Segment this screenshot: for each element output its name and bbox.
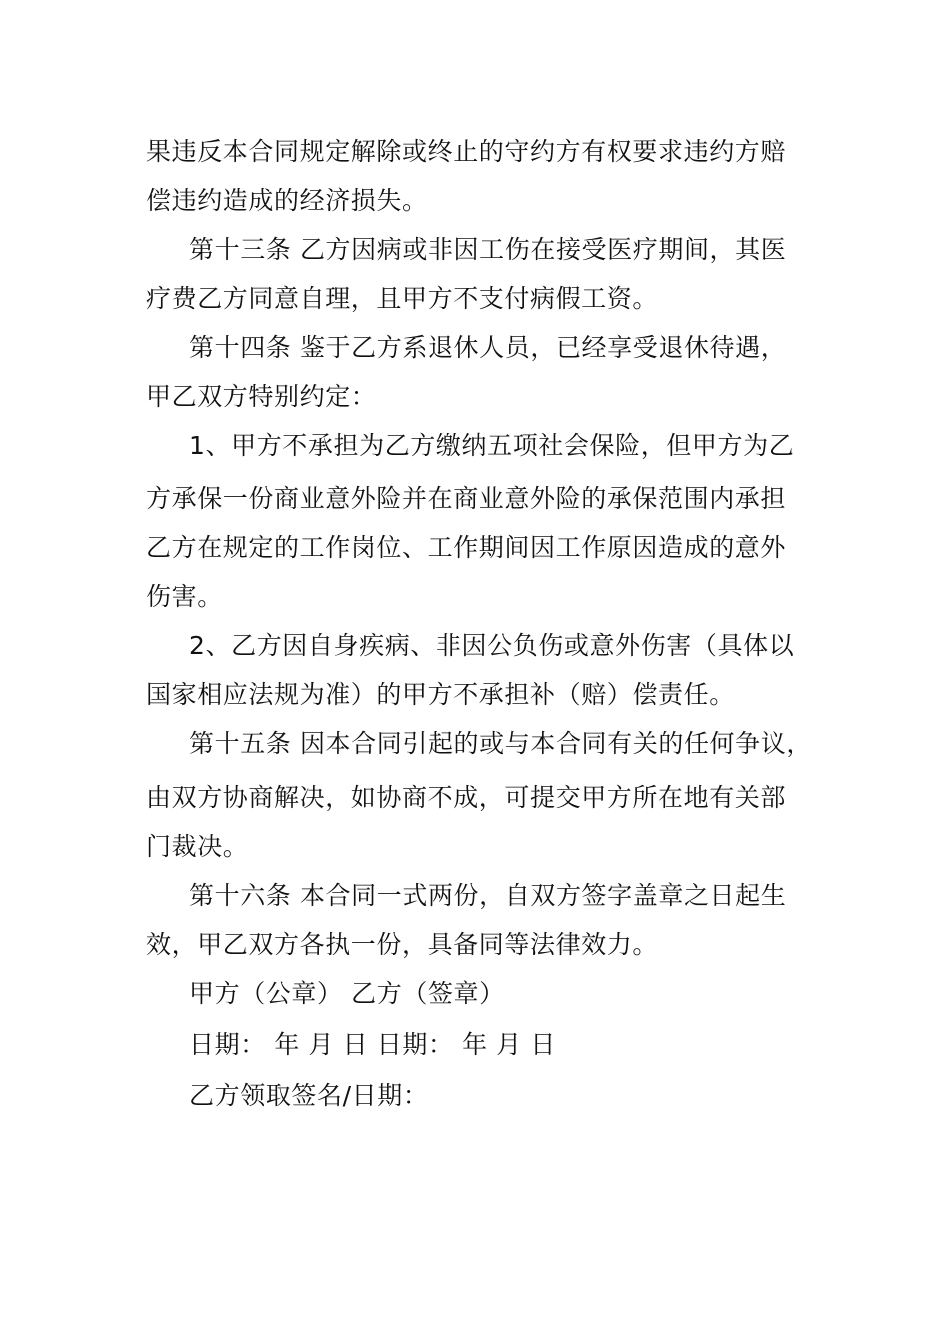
- text-line: 乙方在规定的工作岗位、工作期间因工作原因造成的意外: [146, 533, 787, 562]
- text-line: 门裁决。: [146, 832, 249, 861]
- signature-date-line: 日期： 年 月 日 日期： 年 月 日: [189, 1030, 557, 1059]
- text-line: 偿违约造成的经济损失。: [146, 186, 428, 215]
- text-line: 国家相应法规为准）的甲方不承担补（赔）偿责任。: [146, 680, 735, 709]
- article-16-heading-line: 第十六条 本合同一式两份，自双方签字盖章之日起生: [189, 881, 787, 910]
- text-line: 效，甲乙双方各执一份，具备同等法律效力。: [146, 930, 659, 959]
- receipt-signature-line: 乙方领取签名/日期：: [189, 1081, 429, 1110]
- text-line: 果违反本合同规定解除或终止的守约方有权要求违约方赔: [146, 137, 787, 166]
- text-line: 伤害。: [146, 582, 223, 611]
- text-line: 由双方协商解决，如协商不成，可提交甲方所在地有关部: [146, 783, 787, 812]
- clause-1-line: 1、甲方不承担为乙方缴纳五项社会保险，但甲方为乙: [189, 431, 795, 460]
- text-line: 疗费乙方同意自理，且甲方不支付病假工资。: [146, 284, 659, 313]
- article-13-heading-line: 第十三条 乙方因病或非因工伤在接受医疗期间，其医: [189, 235, 787, 264]
- article-14-heading-line: 第十四条 鉴于乙方系退休人员，已经享受退休待遇，: [189, 333, 787, 362]
- signature-parties-line: 甲方（公章） 乙方（签章）: [189, 979, 505, 1008]
- article-15-heading-line: 第十五条 因本合同引起的或与本合同有关的任何争议，: [189, 729, 812, 758]
- text-line: 方承保一份商业意外险并在商业意外险的承保范围内承担: [146, 484, 787, 513]
- clause-2-line: 2、乙方因自身疾病、非因公负伤或意外伤害（具体以: [189, 631, 795, 660]
- text-line: 甲乙双方特别约定：: [146, 382, 377, 411]
